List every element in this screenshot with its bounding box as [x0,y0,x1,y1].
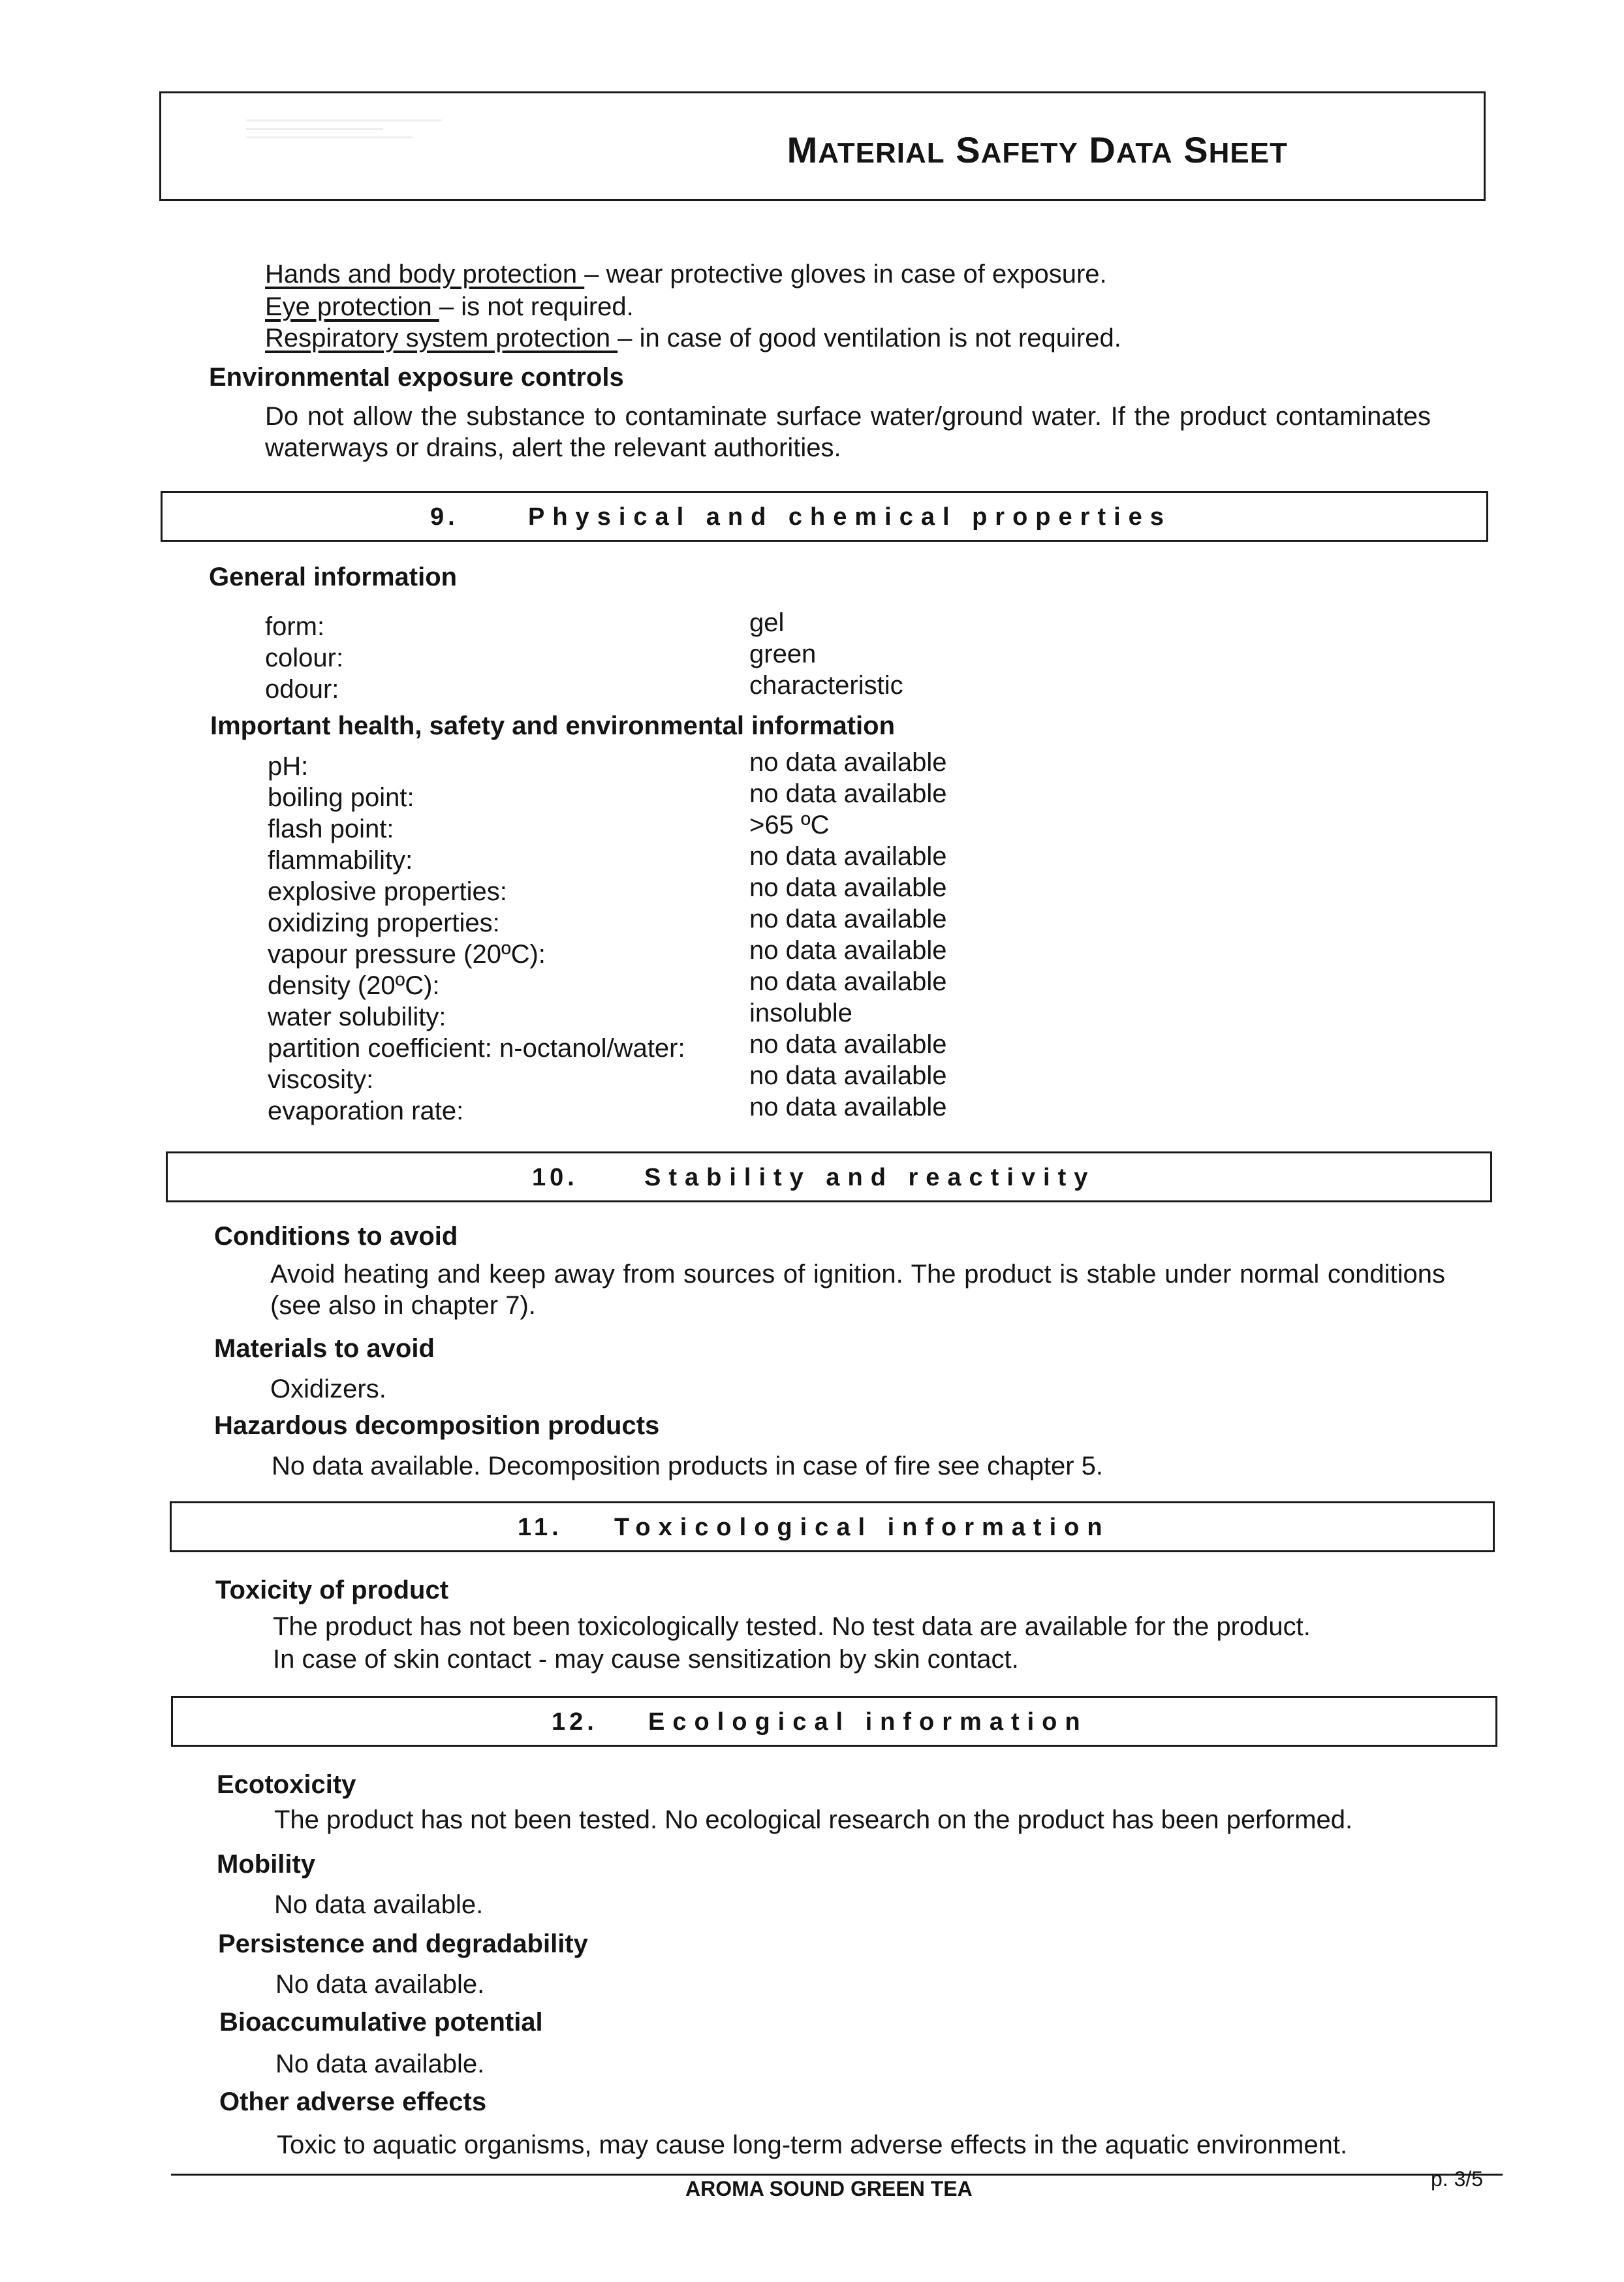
property-value: characteristic [749,671,903,700]
section-11-bar [170,1501,1495,1552]
hands-protection-label: Hands and body protection [265,260,585,289]
property-value: >65 ºC [749,811,830,839]
materials-to-avoid-text: Oxidizers. [270,1375,386,1403]
other-adverse-effects-heading: Other adverse effects [219,2087,487,2116]
env-exposure-heading: Environmental exposure controls [209,363,624,392]
document-title: MATERIAL SAFETY DATA SHEET [787,129,1288,170]
section-9-title: Physical and chemical properties [528,503,1172,531]
section-10-bar [166,1151,1492,1202]
conditions-to-avoid-text: Avoid heating and keep away from sources of ignition. The product is stable under normal conditions (see also in chapter 7). [270,1260,1445,1320]
bioaccumulative-text: No data available. [275,2050,485,2078]
respiratory-protection-text: – in case of good ventilation is not required. [617,324,1121,352]
property-label: vapour pressure (20ºC): [268,940,546,969]
faint-logo [246,113,442,165]
respiratory-protection-line [265,322,1121,354]
property-label: pH: [268,752,309,781]
hazardous-decomposition-text: No data available. Decomposition products in case of fire see chapter 5. [272,1452,1104,1480]
conditions-to-avoid-heading: Conditions to avoid [214,1222,458,1251]
persistence-heading: Persistence and degradability [218,1930,588,1958]
property-label: flash point: [268,815,394,843]
section-11-number: 11. [518,1514,563,1541]
document-header [159,91,1486,201]
property-value: no data available [749,748,947,777]
property-label: evaporation rate: [268,1097,464,1125]
toxicity-text-line-1: The product has not been toxicologically tested. No test data are available for the product. [273,1612,1311,1641]
section-10-title: Stability and reactivity [644,1164,1096,1191]
eye-protection-label: Eye protection [265,292,439,321]
property-label: viscosity: [268,1065,374,1094]
important-info-heading: Important health, safety and environmental information [210,711,896,740]
property-label: partition coefficient: n-octanol/water: [268,1034,685,1063]
section-9-number: 9. [430,503,459,531]
hands-protection-line [265,258,1107,290]
property-value: no data available [749,967,947,996]
env-exposure-text: Do not allow the substance to contaminate surface water/ground water. If the product contaminates waterways or drains, alert the relevant authorities. [265,402,1431,462]
footer-product-name: AROMA SOUND GREEN TEA [685,2177,973,2200]
section-12-bar [171,1696,1497,1747]
mobility-heading: Mobility [217,1850,316,1879]
mobility-text: No data available. [274,1890,484,1919]
section-12-title: Ecological information [648,1708,1088,1736]
section-12-number: 12. [552,1708,598,1736]
property-value: no data available [749,1061,947,1090]
ecotoxicity-text: The product has not been tested. No ecological research on the product has been performed. [274,1805,1353,1834]
property-label: flammability: [268,846,413,875]
property-value: no data available [749,842,947,871]
property-label: density (20ºC): [268,971,440,1000]
property-value: no data available [749,936,947,965]
section-9-bar [161,491,1488,542]
eye-protection-line [265,291,634,322]
property-value: no data available [749,873,947,902]
other-adverse-effects-text: Toxic to aquatic organisms, may cause long-term adverse effects in the aquatic environment. [277,2131,1348,2159]
hands-protection-text: – wear protective gloves in case of exposure. [584,260,1107,289]
bioaccumulative-heading: Bioaccumulative potential [219,2008,543,2037]
property-label: odour: [265,675,339,704]
property-value: no data available [749,779,947,808]
property-label: water solubility: [268,1003,446,1031]
footer-divider [171,2174,1503,2176]
property-value: insoluble [749,999,852,1027]
ecotoxicity-heading: Ecotoxicity [217,1770,356,1799]
materials-to-avoid-heading: Materials to avoid [214,1334,435,1363]
eye-protection-text: – is not required. [439,292,634,321]
section-11-title: Toxicological information [614,1514,1110,1541]
property-value: green [749,640,817,668]
property-value: no data available [749,905,947,933]
property-label: oxidizing properties: [268,909,500,937]
property-label: boiling point: [268,783,414,812]
property-value: no data available [749,1093,947,1121]
property-label: colour: [265,644,344,672]
toxicity-text-line-2: In case of skin contact - may cause sensitization by skin contact. [273,1645,1019,1674]
persistence-text: No data available. [275,1970,485,1999]
respiratory-protection-label: Respiratory system protection [265,324,618,352]
property-value: no data available [749,1030,947,1059]
property-label: form: [265,612,325,641]
toxicity-heading: Toxicity of product [215,1576,449,1604]
property-label: explosive properties: [268,877,507,906]
hazardous-decomposition-heading: Hazardous decomposition products [214,1411,660,1440]
general-information-heading: General information [209,563,458,591]
footer-page-number: p. 3/5 [1431,2167,1484,2191]
property-value: gel [749,608,785,637]
section-10-number: 10. [532,1164,578,1191]
